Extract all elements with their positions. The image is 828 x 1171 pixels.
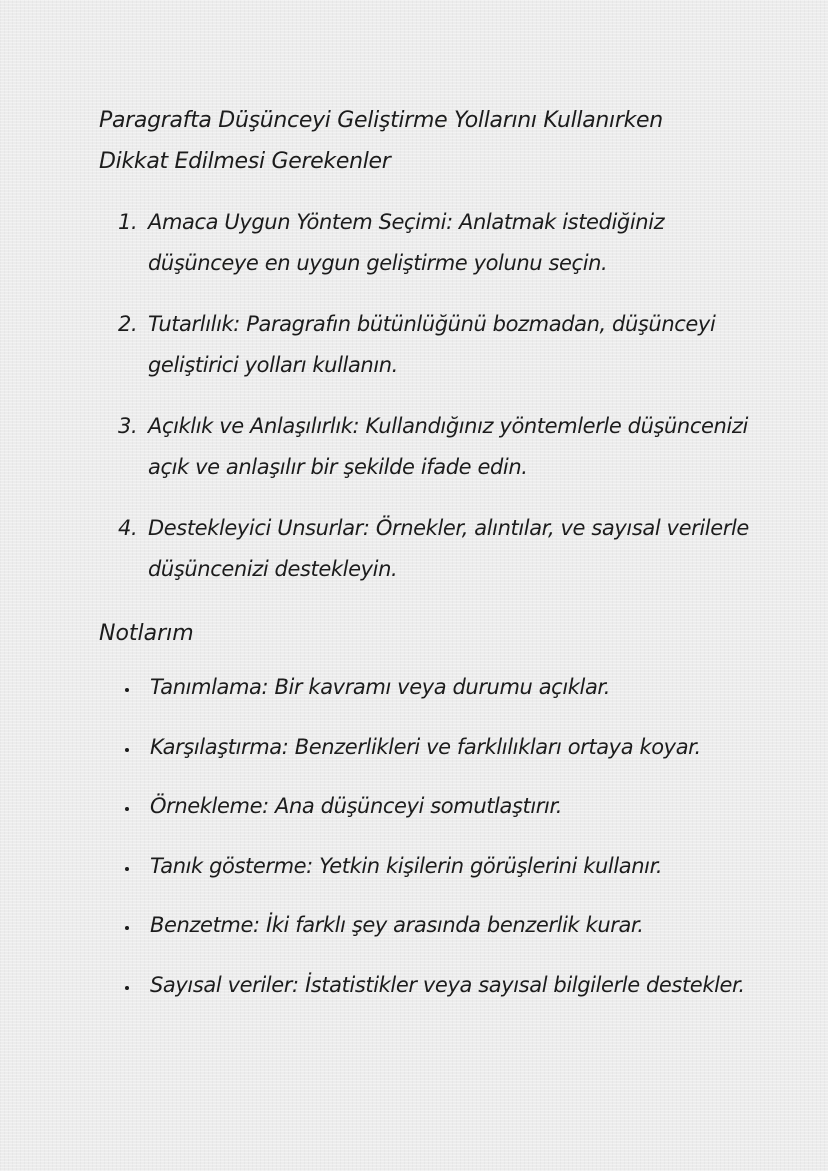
bullet-dot-icon bbox=[125, 688, 129, 692]
bullet-dot-icon bbox=[125, 807, 129, 811]
note-item bbox=[122, 790, 762, 823]
guideline-item bbox=[118, 202, 758, 284]
note-text: İki farklı şey arasında benzerlik kurar. bbox=[265, 913, 644, 937]
item-number: 4. bbox=[118, 516, 138, 540]
note-term: Sayısal veriler: bbox=[150, 972, 299, 997]
item-number: 3. bbox=[118, 414, 138, 438]
note-term: Tanık gösterme: bbox=[150, 853, 313, 878]
item-term: Destekleyici Unsurlar: bbox=[148, 516, 370, 540]
note-item bbox=[122, 731, 762, 764]
page-title bbox=[99, 100, 739, 182]
note-text: Benzerlikleri ve farklılıkları ortaya koyar. bbox=[294, 734, 701, 759]
note-item bbox=[122, 850, 762, 883]
guidelines-list bbox=[118, 202, 758, 610]
notes-heading: Notlarım bbox=[99, 621, 194, 646]
guideline-item bbox=[118, 304, 758, 386]
item-number: 2. bbox=[118, 312, 138, 336]
guideline-item bbox=[118, 508, 758, 590]
note-item bbox=[122, 671, 762, 704]
note-term: Karşılaştırma: bbox=[150, 734, 289, 759]
item-number: 1. bbox=[118, 210, 138, 234]
bullet-dot-icon bbox=[125, 986, 129, 990]
item-term: Amaca Uygun Yöntem Seçimi: bbox=[148, 210, 453, 234]
note-text: Yetkin kişilerin görüşlerini kullanır. bbox=[319, 853, 663, 878]
note-text: Ana düşünceyi somutlaştırır. bbox=[275, 794, 563, 818]
item-text: Anlatmak istediğiniz düşünceye en uygun geliştirme yolunu seçin. bbox=[148, 210, 665, 275]
note-text: İstatistikler veya sayısal bilgilerle destekler. bbox=[304, 972, 745, 997]
title-line-2: Dikkat Edilmesi Gerekenler bbox=[99, 149, 391, 174]
note-term: Tanımlama: bbox=[150, 675, 269, 699]
title-line-1: Paragrafta Düşünceyi Geliştirme Yollarını Kullanırken bbox=[99, 108, 663, 133]
note-text: Bir kavramı veya durumu açıklar. bbox=[274, 675, 610, 699]
note-item bbox=[122, 909, 762, 942]
guideline-item bbox=[118, 406, 758, 488]
item-term: Tutarlılık: bbox=[148, 312, 240, 336]
item-term: Açıklık ve Anlaşılırlık: bbox=[148, 414, 360, 438]
item-text: Kullandığınız yöntemlerle düşüncenizi açık ve anlaşılır bir şekilde ifade edin. bbox=[148, 414, 748, 479]
note-item bbox=[122, 969, 762, 1002]
bullet-dot-icon bbox=[125, 748, 129, 752]
item-text: Paragrafın bütünlüğünü bozmadan, düşünceyi geliştirici yolları kullanın. bbox=[148, 312, 716, 377]
note-term: Benzetme: bbox=[150, 913, 260, 937]
note-term: Örnekleme: bbox=[150, 794, 269, 818]
notes-list bbox=[122, 671, 762, 1028]
bullet-dot-icon bbox=[125, 867, 129, 871]
bullet-dot-icon bbox=[125, 926, 129, 930]
item-text: Örnekler, alıntılar, ve sayısal verilerle düşüncenizi destekleyin. bbox=[148, 516, 749, 581]
